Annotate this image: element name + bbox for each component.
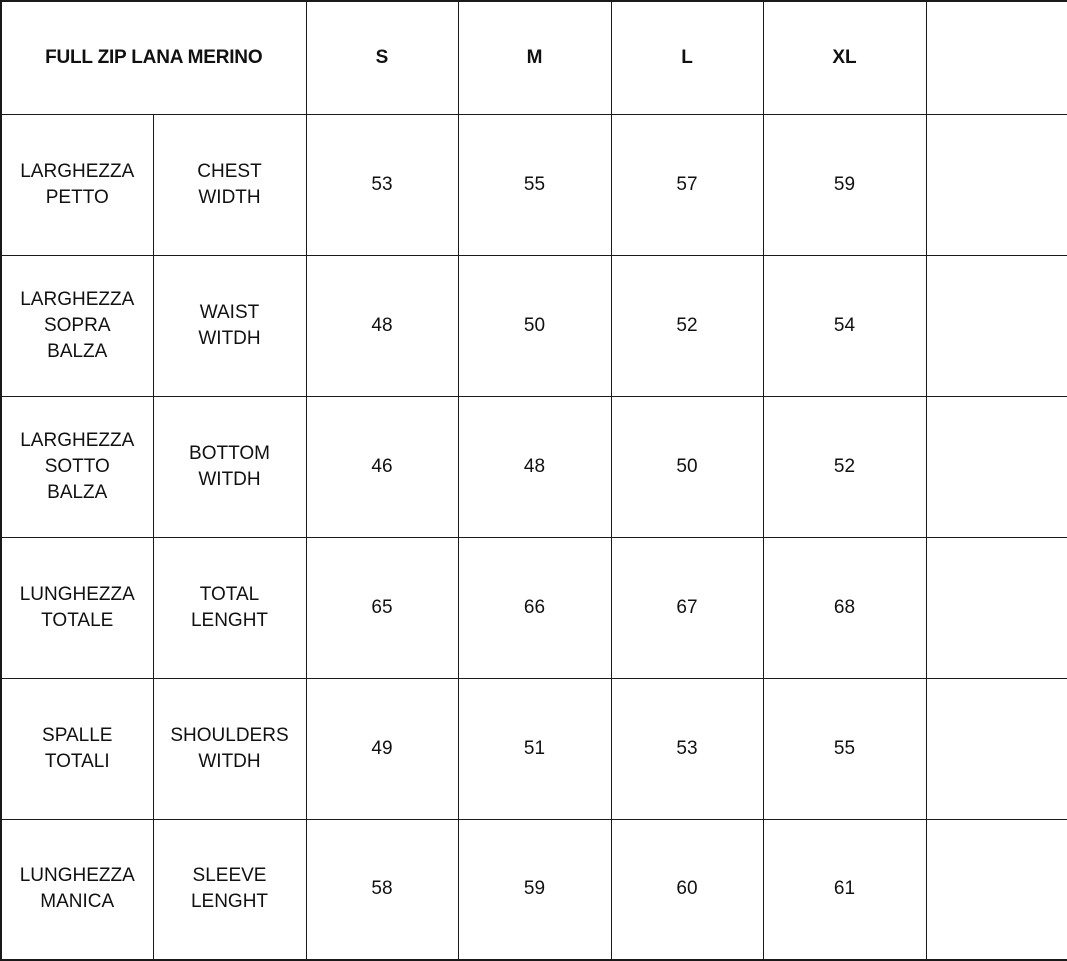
size-header-empty [926, 1, 1067, 114]
row-label-italian: SPALLE TOTALI [1, 678, 153, 819]
measurement-cell: 48 [458, 396, 611, 537]
table-row [1, 396, 1067, 537]
size-header-s: S [306, 1, 458, 114]
row-label-italian: LARGHEZZA SOPRA BALZA [1, 255, 153, 396]
size-header-m: M [458, 1, 611, 114]
measurement-cell [926, 255, 1067, 396]
measurement-cell: 65 [306, 537, 458, 678]
table-title: FULL ZIP LANA MERINO [1, 1, 306, 114]
measurement-cell: 53 [611, 678, 763, 819]
measurement-cell: 59 [458, 819, 611, 960]
measurement-cell: 46 [306, 396, 458, 537]
size-header-xl: XL [763, 1, 926, 114]
table-row [1, 819, 1067, 960]
measurement-cell: 55 [763, 678, 926, 819]
measurement-cell: 54 [763, 255, 926, 396]
measurement-cell: 52 [763, 396, 926, 537]
measurement-cell: 48 [306, 255, 458, 396]
row-label-english: SHOULDERS WITDH [153, 678, 306, 819]
measurement-cell [926, 819, 1067, 960]
size-header-l: L [611, 1, 763, 114]
table-row [1, 114, 1067, 255]
table-row [1, 255, 1067, 396]
measurement-cell: 66 [458, 537, 611, 678]
measurement-cell: 59 [763, 114, 926, 255]
row-label-english: SLEEVE LENGHT [153, 819, 306, 960]
measurement-cell [926, 114, 1067, 255]
measurement-cell: 50 [458, 255, 611, 396]
measurement-cell [926, 678, 1067, 819]
measurement-cell: 67 [611, 537, 763, 678]
measurement-cell: 55 [458, 114, 611, 255]
measurement-cell: 57 [611, 114, 763, 255]
measurement-cell [926, 396, 1067, 537]
table-row [1, 678, 1067, 819]
row-label-english: CHEST WIDTH [153, 114, 306, 255]
measurement-cell: 60 [611, 819, 763, 960]
measurement-cell: 50 [611, 396, 763, 537]
row-label-english: BOTTOM WITDH [153, 396, 306, 537]
measurement-cell: 68 [763, 537, 926, 678]
header-row [1, 1, 1067, 114]
measurement-cell: 61 [763, 819, 926, 960]
measurement-cell: 58 [306, 819, 458, 960]
row-label-italian: LUNGHEZZA TOTALE [1, 537, 153, 678]
measurement-cell: 49 [306, 678, 458, 819]
measurement-cell: 51 [458, 678, 611, 819]
measurement-cell: 53 [306, 114, 458, 255]
row-label-english: TOTAL LENGHT [153, 537, 306, 678]
measurement-cell [926, 537, 1067, 678]
measurement-cell: 52 [611, 255, 763, 396]
row-label-english: WAIST WITDH [153, 255, 306, 396]
row-label-italian: LUNGHEZZA MANICA [1, 819, 153, 960]
row-label-italian: LARGHEZZA PETTO [1, 114, 153, 255]
table-row [1, 537, 1067, 678]
row-label-italian: LARGHEZZA SOTTO BALZA [1, 396, 153, 537]
